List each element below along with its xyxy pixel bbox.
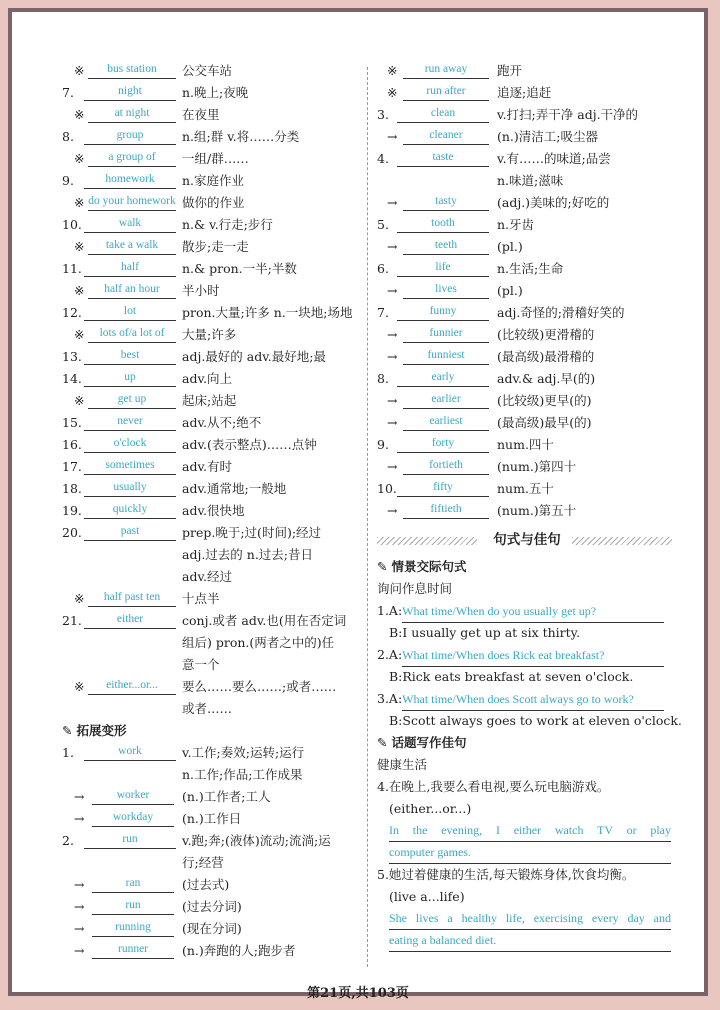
dialog-reply: B:I usually get up at six thirty. xyxy=(389,625,581,640)
definition: (num.)第四十 xyxy=(497,459,577,474)
definition: conj.或者 adv.也(用在否定词 xyxy=(182,613,347,628)
vocab-item xyxy=(377,82,677,104)
definition: (pl.) xyxy=(497,239,523,254)
definition: (n.)清洁工;吸尘器 xyxy=(497,129,598,144)
item-number: → xyxy=(387,349,398,364)
dialog-question: 3.A:What time/When does Scott always go to work? xyxy=(377,688,677,710)
vocab-item xyxy=(377,104,677,126)
answer-blank: half past ten xyxy=(88,589,176,607)
item-number: → xyxy=(387,415,398,430)
item-number: 21. xyxy=(62,613,82,628)
item-number: → xyxy=(74,811,85,826)
dialog-reply: B:Scott always goes to work at eleven o'clock. xyxy=(389,713,682,728)
answer-blank: night xyxy=(84,83,176,101)
vocab-item xyxy=(377,412,677,434)
dialog-question: 2.A:What time/When does Rick eat breakfast? xyxy=(377,644,677,666)
definition: (过去分词) xyxy=(182,899,242,914)
dialog-answer: What time/When do you usually get up? xyxy=(402,600,664,623)
dialog-answer: What time/When does Scott always go to work? xyxy=(402,688,664,711)
definition: 公交车站 xyxy=(182,63,233,78)
vocab-item xyxy=(62,500,362,522)
vocab-item xyxy=(377,478,677,500)
item-number: ※ xyxy=(74,195,85,210)
vocab-item xyxy=(377,368,677,390)
answer-blank: funniest xyxy=(403,347,489,365)
definition-continued: adv.经过 xyxy=(182,569,233,584)
answer-blank: fifty xyxy=(397,479,489,497)
definition: n.& v.行走;步行 xyxy=(182,217,273,232)
item-number: 12. xyxy=(62,305,82,320)
answer-blank: cleaner xyxy=(403,127,489,145)
vocab-item xyxy=(62,82,362,104)
definition: n.味道;滋味 xyxy=(497,173,564,188)
vocab-item xyxy=(62,302,362,324)
answer-blank: half xyxy=(84,259,176,277)
definition: (最高级)最早(的) xyxy=(497,415,592,430)
answer-blank: clean xyxy=(397,105,489,123)
item-number: 6. xyxy=(377,261,389,276)
definition: v.跑;奔;(液体)流动;流淌;运 xyxy=(182,833,331,848)
definition: adj.奇怪的;滑稽好笑的 xyxy=(497,305,625,320)
item-number: 9. xyxy=(377,437,389,452)
vocab-item xyxy=(62,280,362,302)
writing-hint: (live a...life) xyxy=(389,889,465,904)
answer-blank: do your homework xyxy=(88,193,176,211)
vocab-item xyxy=(62,390,362,412)
definition: (现在分词) xyxy=(182,921,242,936)
definition: v.工作;奏效;运转;运行 xyxy=(182,745,305,760)
definition: (过去式) xyxy=(182,877,230,892)
extension-item xyxy=(62,918,362,940)
answer-blank: run away xyxy=(403,61,489,79)
item-number: 8. xyxy=(377,371,389,386)
page-frame xyxy=(8,8,708,1001)
dialog-reply: B:Rick eats breakfast at seven o'clock. xyxy=(389,669,634,684)
vocab-item xyxy=(62,324,362,346)
vocab-item xyxy=(377,214,677,236)
definition: num.五十 xyxy=(497,481,554,496)
definition: (n.)工作者;工人 xyxy=(182,789,271,804)
vocab-item-21 xyxy=(62,610,362,632)
section-title-bar xyxy=(377,526,677,554)
subsection-2-heading: ✎ 话题写作佳句 xyxy=(377,732,677,754)
definition: adv.很快地 xyxy=(182,503,245,518)
item-number: 10. xyxy=(377,481,397,496)
definition: n.牙齿 xyxy=(497,217,535,232)
dialog-list xyxy=(377,600,682,732)
definition-continued: 意一个 xyxy=(182,657,220,672)
answer-blank: lots of/a lot of xyxy=(88,325,176,343)
answer-blank: earlier xyxy=(403,391,489,409)
item-number: 10. xyxy=(62,217,82,232)
item-number: 9. xyxy=(62,173,74,188)
answer-blank: funnier xyxy=(403,325,489,343)
answer-blank: a group of xyxy=(88,149,176,167)
definition: 十点半 xyxy=(182,591,220,606)
writing-list xyxy=(377,776,677,952)
vocab-item xyxy=(62,368,362,390)
extension-item xyxy=(62,830,362,852)
pencil-icon: ✎ xyxy=(62,723,73,738)
vocab-item xyxy=(62,192,362,214)
answer-blank: take a walk xyxy=(88,237,176,255)
answer-blank: quickly xyxy=(84,501,176,519)
definition: 跑开 xyxy=(497,63,523,78)
vocab-item xyxy=(62,434,362,456)
vocab-item xyxy=(62,522,362,544)
stripe-decoration-left xyxy=(377,537,477,545)
definition: (pl.) xyxy=(497,283,523,298)
answer-blank: group xyxy=(84,127,176,145)
extension-item xyxy=(62,852,362,874)
answer-blank: running xyxy=(92,919,174,937)
either-or-continued: 或者…… xyxy=(182,701,233,716)
extension-item xyxy=(62,742,362,764)
answer-blank: workday xyxy=(92,809,174,827)
answer-blank: homework xyxy=(84,171,176,189)
answer-blank: ran xyxy=(92,875,174,893)
item-number: 7. xyxy=(377,305,389,320)
definition: n.生活;生命 xyxy=(497,261,564,276)
definition: adv.有时 xyxy=(182,459,233,474)
vocab-list-left-2 xyxy=(62,588,362,610)
item-number: → xyxy=(74,877,85,892)
item-number: 2. xyxy=(62,833,74,848)
vocab-item xyxy=(62,60,362,82)
answer-blank: o'clock xyxy=(84,435,176,453)
answer-blank: usually xyxy=(84,479,176,497)
vocab-item xyxy=(377,280,677,302)
answer-blank: work xyxy=(84,743,176,761)
vocab-item xyxy=(62,148,362,170)
answer-blank: earliest xyxy=(403,413,489,431)
definition: v.有……的味道;品尝 xyxy=(497,151,611,166)
vocab-item xyxy=(62,588,362,610)
vocab-item xyxy=(377,60,677,82)
vocab-item xyxy=(377,192,677,214)
vocab-item xyxy=(62,170,362,192)
vocab-item xyxy=(62,236,362,258)
item-number: → xyxy=(74,789,85,804)
definition: adv.从不;绝不 xyxy=(182,415,262,430)
section-title: 句式与佳句 xyxy=(493,532,561,548)
right-column xyxy=(377,60,682,952)
item-number: → xyxy=(74,899,85,914)
vocab-item xyxy=(62,104,362,126)
item-number: → xyxy=(387,459,398,474)
answer-blank: forty xyxy=(397,435,489,453)
definition: 一组/群…… xyxy=(182,151,249,166)
definition: 起床;站起 xyxy=(182,393,237,408)
answer-blank: tasty xyxy=(403,193,489,211)
extension-item xyxy=(62,896,362,918)
vocab-item xyxy=(377,170,677,192)
vocab-item xyxy=(377,148,677,170)
column-divider xyxy=(367,67,368,967)
answer-blank: run after xyxy=(403,83,489,101)
vocab-item xyxy=(377,324,677,346)
answer-blank: runner xyxy=(92,941,174,959)
item-number: 11. xyxy=(62,261,82,276)
topic-2: 健康生活 xyxy=(377,757,428,772)
item-number: ※ xyxy=(74,107,85,122)
writing-hint: (either...or...) xyxy=(389,801,472,816)
definition: n.组;群 v.将……分类 xyxy=(182,129,300,144)
item-number: 8. xyxy=(62,129,74,144)
item-number: ※ xyxy=(387,63,398,78)
vocab-item xyxy=(62,412,362,434)
writing-answer-line-2: computer games. xyxy=(389,842,671,864)
answer-blank: early xyxy=(397,369,489,387)
answer-blank: life xyxy=(397,259,489,277)
item-number: → xyxy=(387,129,398,144)
item-number: ※ xyxy=(74,283,85,298)
definition: (n.)奔跑的人;跑步者 xyxy=(182,943,296,958)
subsection-1-heading: ✎ 情景交际句式 xyxy=(377,556,677,578)
definition-continued: 组后) pron.(两者之中的)任 xyxy=(182,635,335,650)
item-number: → xyxy=(74,943,85,958)
answer-blank: funny xyxy=(397,303,489,321)
vocab-item xyxy=(62,214,362,236)
vocab-item xyxy=(377,258,677,280)
item-number: 5. xyxy=(377,217,389,232)
answer-blank: lives xyxy=(403,281,489,299)
answer-blank: taste xyxy=(397,149,489,167)
extension-item xyxy=(62,808,362,830)
extension-item xyxy=(62,764,362,786)
definition: adv.(表示整点)……点钟 xyxy=(182,437,317,452)
pencil-icon: ✎ xyxy=(377,735,388,750)
definition: 要么……要么……;或者…… xyxy=(182,679,337,694)
answer-blank: fortieth xyxy=(403,457,489,475)
item-20-continued xyxy=(62,544,362,588)
vocab-list-left xyxy=(62,60,362,544)
item-number: ※ xyxy=(74,591,85,606)
item-number: → xyxy=(387,239,398,254)
answer-blank: never xyxy=(84,413,176,431)
stripe-decoration-right xyxy=(572,537,672,545)
answer-blank: at night xyxy=(88,105,176,123)
page-footer: 第21页,共103页 xyxy=(307,986,409,1001)
extension-item xyxy=(62,874,362,896)
extension-item xyxy=(62,940,362,962)
vocab-item xyxy=(62,346,362,368)
answer-blank: past xyxy=(84,523,176,541)
definition: (n.)工作日 xyxy=(182,811,242,826)
definition: 散步;走一走 xyxy=(182,239,249,254)
topic-1: 询问作息时间 xyxy=(377,581,453,596)
item-number: 16. xyxy=(62,437,82,452)
vocab-item xyxy=(377,126,677,148)
definition: 大量;许多 xyxy=(182,327,237,342)
item-number: ※ xyxy=(74,63,85,78)
definition: (num.)第五十 xyxy=(497,503,577,518)
definition: (比较级)更滑稽的 xyxy=(497,327,595,342)
writing-answer-line-1: In the evening, I either watch TV or play xyxy=(389,820,671,842)
vocab-item xyxy=(62,126,362,148)
left-column xyxy=(62,60,362,962)
definition: v.打扫;弄干净 adj.干净的 xyxy=(497,107,639,122)
answer-blank: run xyxy=(84,831,176,849)
definition: 半小时 xyxy=(182,283,220,298)
item-number: ※ xyxy=(74,327,85,342)
answer-blank: fiftieth xyxy=(403,501,489,519)
definition: (最高级)最滑稽的 xyxy=(497,349,595,364)
answer-blank: either...or... xyxy=(88,677,176,695)
definition: pron.大量;许多 n.一块地;场地 xyxy=(182,305,353,320)
pencil-icon: ✎ xyxy=(377,559,388,574)
answer-blank: bus station xyxy=(88,61,176,79)
answer-blank: up xyxy=(84,369,176,387)
definition: adv.通常地;一般地 xyxy=(182,481,287,496)
extension-list xyxy=(62,742,362,962)
definition: n.& pron.一半;半数 xyxy=(182,261,297,276)
definition: adj.最好的 adv.最好地;最 xyxy=(182,349,326,364)
item-number: → xyxy=(74,921,85,936)
item-number: ※ xyxy=(74,679,85,694)
vocab-item xyxy=(62,676,362,698)
item-number: 14. xyxy=(62,371,82,386)
vocab-item xyxy=(377,434,677,456)
item-number: ※ xyxy=(74,151,85,166)
vocab-list-right xyxy=(377,60,677,522)
vocab-item xyxy=(62,610,362,632)
answer-blank xyxy=(397,171,489,188)
answer-blank: best xyxy=(84,347,176,365)
extension-item xyxy=(62,786,362,808)
answer-blank: worker xyxy=(92,787,174,805)
item-number: 15. xyxy=(62,415,82,430)
item-21-continued xyxy=(62,632,362,676)
item-number: 20. xyxy=(62,525,82,540)
definition: n.工作;作品;工作成果 xyxy=(182,767,303,782)
answer-blank: walk xyxy=(84,215,176,233)
item-number: → xyxy=(387,503,398,518)
item-number: ※ xyxy=(74,239,85,254)
vocab-item xyxy=(62,478,362,500)
vocab-item xyxy=(62,258,362,280)
definition: 追逐;追赶 xyxy=(497,85,552,100)
vocab-item xyxy=(377,346,677,368)
vocab-item xyxy=(377,302,677,324)
definition: (adj.)美味的;好吃的 xyxy=(497,195,610,210)
item-number: 13. xyxy=(62,349,82,364)
item-number: → xyxy=(387,283,398,298)
item-number: 3. xyxy=(377,107,389,122)
item-number: 1. xyxy=(62,745,74,760)
writing-answer-line-2: eating a balanced diet. xyxy=(389,930,671,952)
item-number: 17. xyxy=(62,459,82,474)
writing-prompt: 4.在晚上,我要么看电视,要么玩电脑游戏。 xyxy=(377,779,610,794)
vocab-item xyxy=(62,456,362,478)
definition: 在夜里 xyxy=(182,107,220,122)
dialog-question: 1.A:What time/When do you usually get up? xyxy=(377,600,677,622)
definition: (比较级)更早(的) xyxy=(497,393,592,408)
answer-blank: teeth xyxy=(403,237,489,255)
vocab-item xyxy=(377,456,677,478)
vocab-item-either-or xyxy=(62,676,362,698)
vocab-item xyxy=(377,390,677,412)
writing-answer-line-1: She lives a healthy life, exercising every day and xyxy=(389,908,671,930)
extension-heading: ✎ 拓展变形 xyxy=(62,720,362,742)
answer-blank: sometimes xyxy=(84,457,176,475)
definition: 行;经营 xyxy=(182,855,224,870)
answer-blank: get up xyxy=(88,391,176,409)
answer-blank xyxy=(84,853,176,870)
item-number: → xyxy=(387,393,398,408)
definition: n.晚上;夜晚 xyxy=(182,85,249,100)
definition: adv.向上 xyxy=(182,371,233,386)
item-number: 4. xyxy=(377,151,389,166)
writing-prompt: 5.她过着健康的生活,每天锻炼身体,饮食均衡。 xyxy=(377,867,635,882)
dialog-answer: What time/When does Rick eat breakfast? xyxy=(402,644,664,667)
answer-blank: half an hour xyxy=(88,281,176,299)
definition-continued: adj.过去的 n.过去;昔日 xyxy=(182,547,314,562)
item-number: → xyxy=(387,195,398,210)
item-number: ※ xyxy=(74,393,85,408)
item-number: 7. xyxy=(62,85,74,100)
item-number: 18. xyxy=(62,481,82,496)
definition: adv.& adj.早(的) xyxy=(497,371,596,386)
definition: n.家庭作业 xyxy=(182,173,245,188)
answer-blank: either xyxy=(84,611,176,629)
definition: prep.晚于;过(时间);经过 xyxy=(182,525,322,540)
item-number: 19. xyxy=(62,503,82,518)
definition: num.四十 xyxy=(497,437,554,452)
item-number: ※ xyxy=(387,85,398,100)
vocab-item xyxy=(377,500,677,522)
item-number: → xyxy=(387,327,398,342)
answer-blank xyxy=(84,765,176,782)
answer-blank: tooth xyxy=(397,215,489,233)
answer-blank: run xyxy=(92,897,174,915)
definition: 做你的作业 xyxy=(182,195,245,210)
answer-blank: lot xyxy=(84,303,176,321)
vocab-item xyxy=(377,236,677,258)
